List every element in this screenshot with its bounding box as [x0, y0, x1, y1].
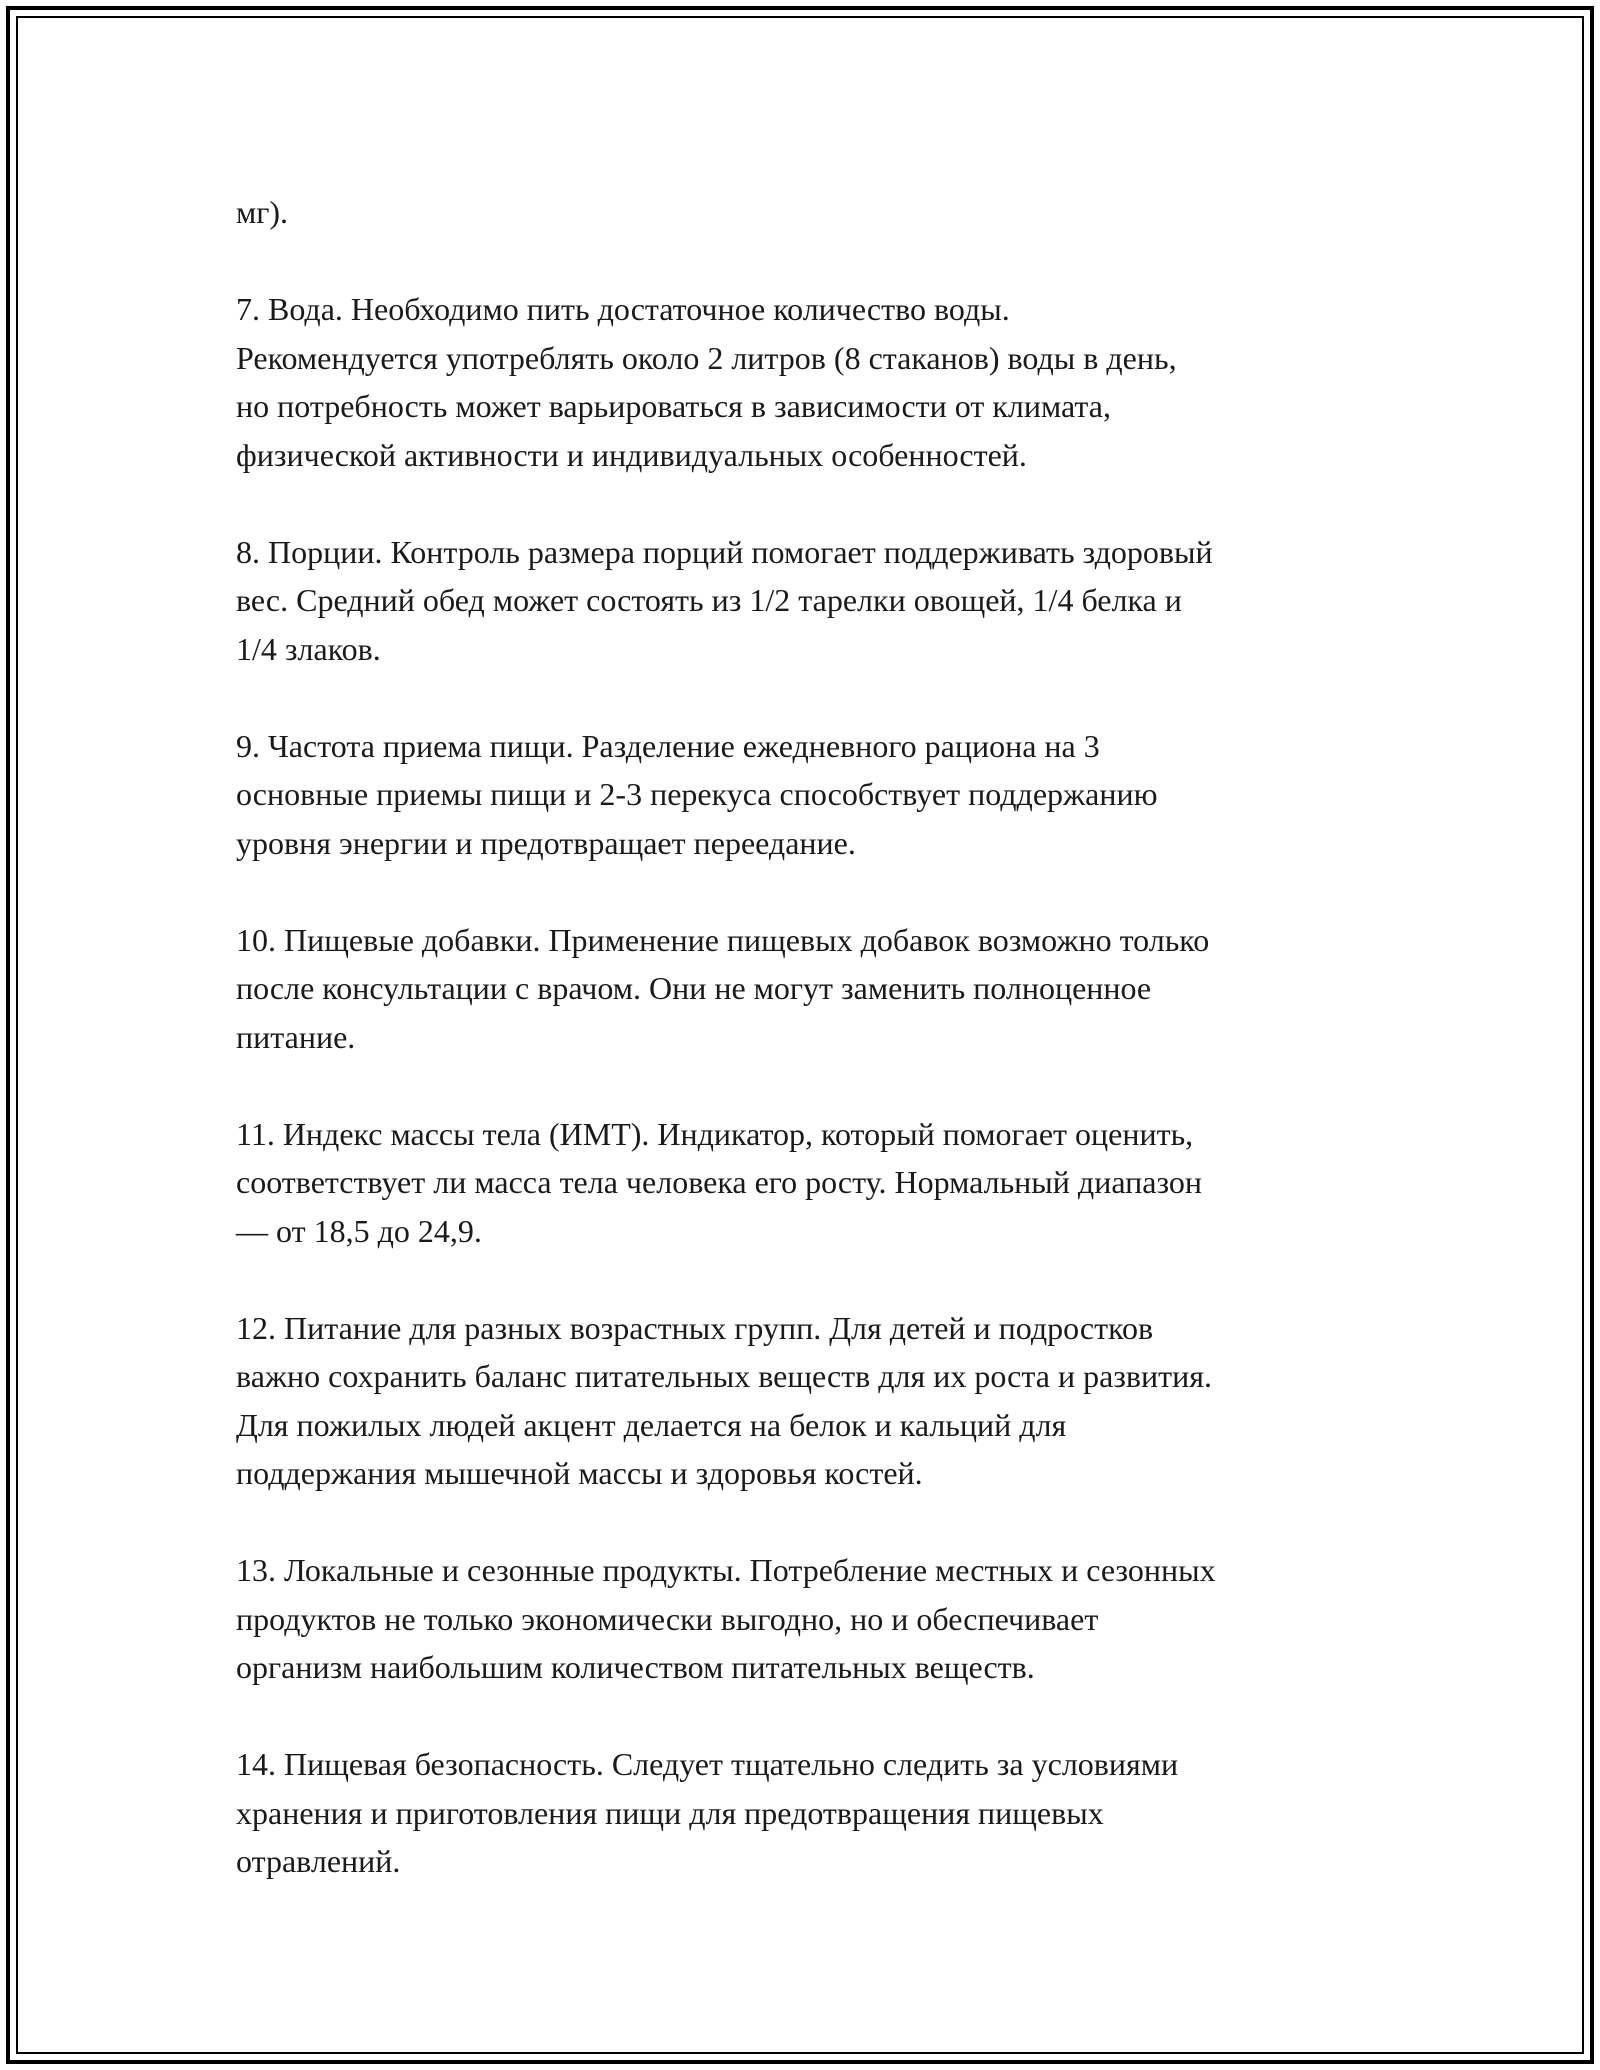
paragraph-meal-frequency: 9. Частота приема пищи. Разделение ежедневного рациона на 3 основные приемы пищи и 2-3 перекуса способствует поддержанию уровня энергии и предотвращает переедание. [236, 727, 1158, 861]
paragraph-food-safety: 14. Пищевая безопасность. Следует тщательно следить за условиями хранения и приготовления пищи для предотвращения пищевых отравлений. [236, 1746, 1179, 1879]
document-body [236, 188, 1376, 1934]
paragraph-water: 7. Вода. Необходимо пить достаточное количество воды. Рекомендуется употреблять около 2 литров (8 стаканов) воды в день, но потребность может варьироваться в зависимости от климата, физической активности и индивидуальных особенностей. [236, 291, 1177, 473]
paragraph-portions: 8. Порции. Контроль размера порций помогает поддерживать здоровый вес. Средний обед может состоять из 1/2 тарелки овощей, 1/4 белка и 1/4 злаков. [236, 533, 1213, 667]
paragraph-bmi: 11. Индекс массы тела (ИМТ). Индикатор, который помогает оценить, соответствует ли масса тела человека его росту. Нормальный диапазон — от 18,5 до 24,9. [236, 1115, 1203, 1249]
paragraph-continuation: мг). [236, 194, 289, 230]
paragraph-age-groups: 12. Питание для разных возрастных групп. Для детей и подростков важно сохранить баланс питательных веществ для их роста и развития. Для пожилых людей акцент делается на белок и кальций для поддержания мышечной массы и здоровья костей. [236, 1309, 1212, 1491]
paragraph-local-seasonal: 13. Локальные и сезонные продукты. Потребление местных и сезонных продуктов не только экономически выгодно, но и обеспечивает организм наибольшим количеством питательных веществ. [236, 1552, 1216, 1685]
paragraph-supplements: 10. Пищевые добавки. Применение пищевых добавок возможно только после консультации с врачом. Они не могут заменить полноценное питание. [236, 921, 1210, 1055]
